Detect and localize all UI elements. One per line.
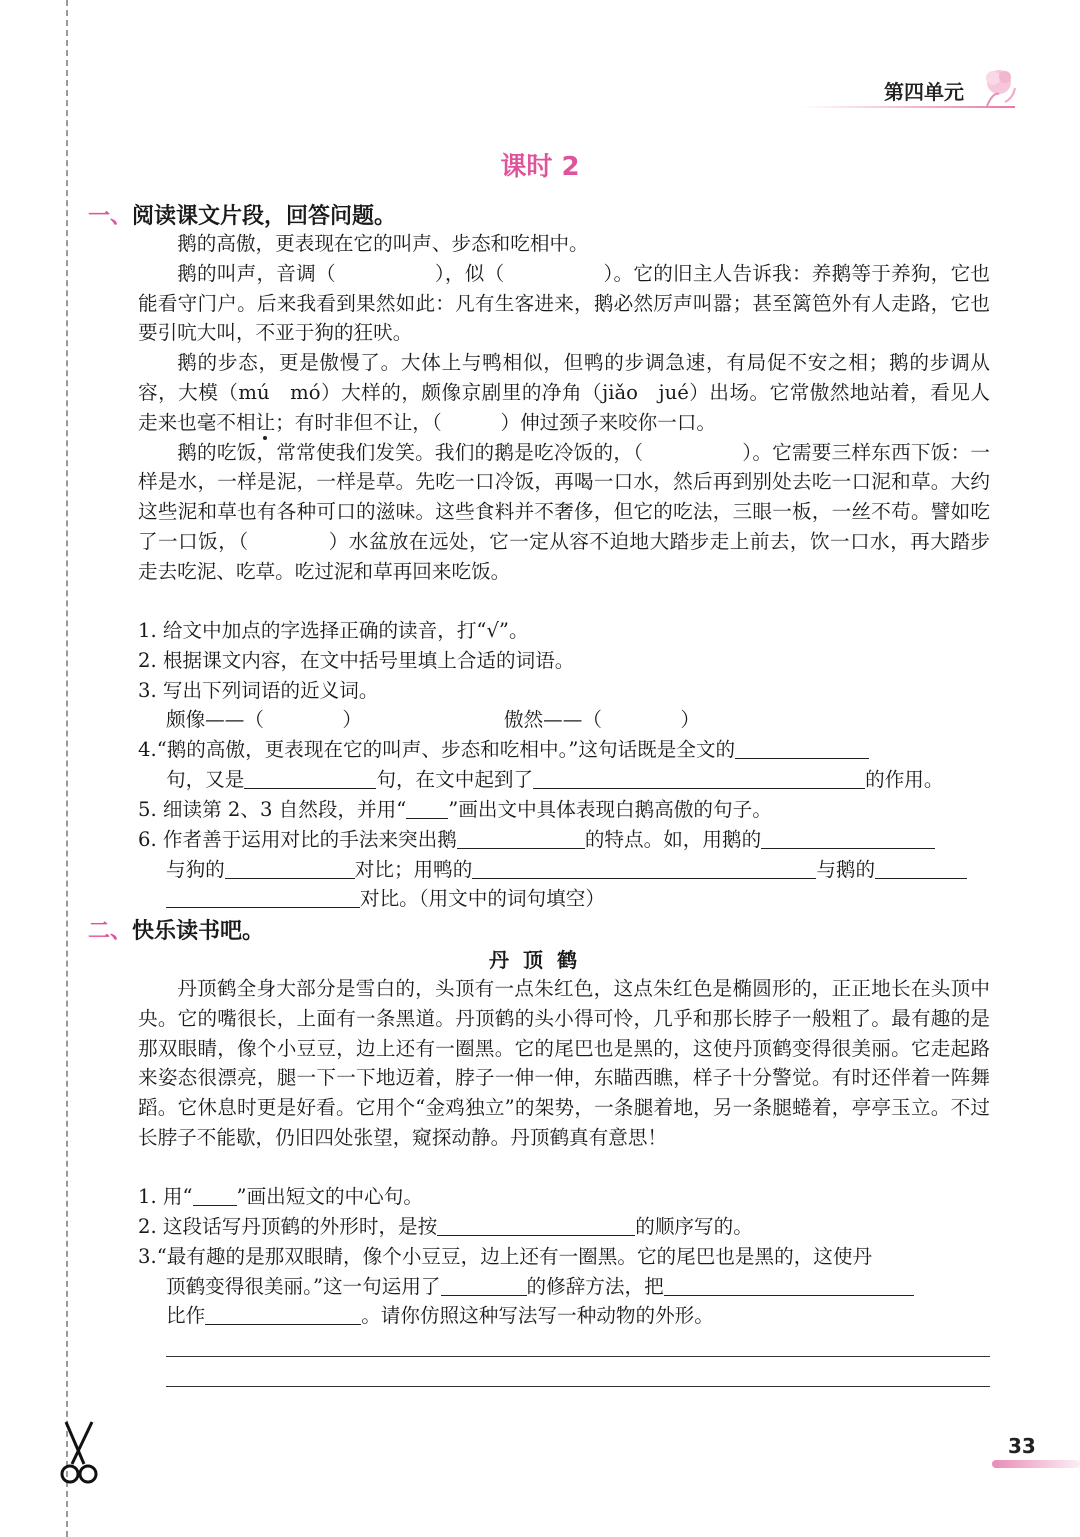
paragraph: 丹顶鹤全身大部分是雪白的，头顶有一点朱红色，这点朱红色是椭圆形的，正正地长在头顶中央。它的嘴很长，上面有一条黑道。丹顶鹤的头小得可怜，几乎和那长脖子一般粗了。最有趣的是那双眼睛，像个小豆豆，边上还有一圈黑。它的尾巴也是黑的，这使丹顶鹤变得很美丽。它走起路来姿态很漂亮，腿一下一下地迈着，脖子一伸一伸，东瞄西瞧，样子十分警觉。有时还伴着一阵舞蹈。它休息时更是好看。它用个“金鸡独立”的架势，一条腿着地，另一条腿蜷着，亭亭玉立。不过长脖子不能歇，仍旧四处张望，窥探动静。丹顶鹤真有意思！ <box>138 977 990 1149</box>
story-question-3: 3.“最有趣的是那双眼睛，像个小豆豆，边上还有一圈黑。它的尾巴也是黑的，这使丹 <box>138 1245 873 1268</box>
question-text: 与鹅的 <box>816 858 876 881</box>
question-text: 对比；用鸭的 <box>354 858 473 881</box>
answer-blank[interactable] <box>205 1302 361 1325</box>
section-number: 二、 <box>88 919 133 944</box>
answer-blank[interactable] <box>875 856 967 879</box>
writing-line[interactable] <box>166 1356 990 1357</box>
story-title: 丹顶鹤 <box>489 948 591 972</box>
section-title-text: 阅读课文片段，回答问题。 <box>132 204 397 229</box>
answer-blank[interactable] <box>761 826 935 849</box>
section-title-text: 快乐读书吧。 <box>132 919 265 944</box>
question-text: 2. 这段话写丹顶鹤的外形时，是按 <box>138 1215 438 1238</box>
question-4-cont <box>166 765 944 795</box>
answer-blank[interactable] <box>533 766 865 789</box>
question-2: 2. 根据课文内容，在文中括号里填上合适的词语。 <box>138 649 575 672</box>
question-text: 的顺序写的。 <box>635 1215 753 1238</box>
dotted-character: 让 <box>255 410 276 434</box>
question-text: ”画出文中具体表现白鹅高傲的句子。 <box>448 798 772 821</box>
story-question-2 <box>138 1212 753 1242</box>
story-question-3-end <box>166 1301 714 1331</box>
answer-blank[interactable] <box>437 1213 635 1236</box>
question-text: 的作用。 <box>865 768 944 791</box>
question-6-end <box>166 884 605 914</box>
answer-blank[interactable] <box>441 1273 527 1296</box>
question-text: 对比。（用文中的词句填空） <box>360 887 605 910</box>
answer-blank[interactable] <box>166 885 360 908</box>
paragraph: 鹅的高傲，更表现在它的叫声、步态和吃相中。 <box>177 232 589 255</box>
answer-blank[interactable] <box>225 856 355 879</box>
synonym-2: 傲然——（ ） <box>504 708 700 731</box>
question-text: 句，又是 <box>166 768 245 791</box>
underline-sample <box>406 796 448 819</box>
story-passage <box>138 974 990 1153</box>
paragraph-text: 鹅的步态，更是傲慢了。大体上与鸭相似，但鸭的步调急速，有局促不安之相；鹅的步调从容，大模（mú mó）大样的，颇像京剧里的净角（jiǎo jué）出场。它常傲然地站着，看见人走来也毫不相 <box>138 351 990 434</box>
question-text: 4.“鹅的高傲，更表现在它的叫声、步态和吃相中。”这句话既是全文的 <box>138 738 736 761</box>
question-6-cont <box>166 855 967 885</box>
question-text: 与狗的 <box>166 858 225 881</box>
synonym-1: 颇像——（ ） <box>166 708 362 731</box>
question-text: 句，在文中起到了 <box>376 768 534 791</box>
answer-blank[interactable] <box>472 856 816 879</box>
question-text: 比作 <box>166 1304 206 1327</box>
paragraph-text: ；有时非但不让，（ ）伸过颈子来咬你一口。 <box>275 410 717 434</box>
lesson-title: 课时 2 <box>500 152 580 182</box>
question-text: 6. 作者善于运用对比的手法来突出鹅 <box>138 828 457 851</box>
story-question-1 <box>138 1182 423 1212</box>
flower-icon <box>975 62 1023 110</box>
section-title-2 <box>88 914 264 945</box>
question-4 <box>138 735 869 765</box>
paragraph: 鹅的叫声，音调（ ），似（ ）。它的旧主人告诉我：养鹅等于养狗，它也能看守门户。后来我看到果然如此：凡有生客进来，鹅必然厉声叫嚣；甚至篱笆外有人走路，它也要引吭大叫，不亚于狗的狂吠。 <box>138 261 990 345</box>
paragraph: 鹅的吃饭，常常使我们发笑。我们的鹅是吃冷饭的，（ ）。它需要三样东西下饭：一样是水，一样是泥，一样是草。先吃一口冷饭，再喝一口水，然后再到别处去吃一口泥和草。大约这些泥和草也有各种可口的滋味。这些食料并不奢侈，但它的吃法，三眼一板，一丝不苟。譬如吃了一口饭，（ ）水盆放在远处，它一定从容不迫地大踏步走上前去，饮一口水，再大踏步走去吃泥、吃草。吃过泥和草再回来吃饭。 <box>138 440 990 583</box>
answer-blank[interactable] <box>244 766 376 789</box>
section-number: 一、 <box>88 204 133 229</box>
question-text: 。请你仿照这种写法写一种动物的外形。 <box>361 1304 714 1327</box>
question-3: 3. 写出下列词语的近义词。 <box>138 679 379 702</box>
unit-header: 第四单元 <box>884 80 964 104</box>
section-title-1 <box>88 199 396 230</box>
question-text: 5. 细读第 2、3 自然段，并用“ <box>138 798 407 821</box>
question-1: 1. 给文中加点的字选择正确的读音，打“√”。 <box>138 619 529 642</box>
question-text: 1. 用“ <box>138 1185 193 1208</box>
question-text: 顶鹤变得很美丽。”这一句运用了 <box>166 1275 441 1298</box>
reading-passage <box>138 229 990 587</box>
question-5 <box>138 795 772 825</box>
scissors-icon <box>58 1420 104 1490</box>
answer-blank[interactable] <box>735 736 869 759</box>
underline-sample <box>193 1183 237 1206</box>
writing-line[interactable] <box>166 1386 990 1387</box>
answer-blank[interactable] <box>664 1273 914 1296</box>
question-text: 的特点。如，用鹅的 <box>584 828 762 851</box>
cut-line <box>66 0 68 1537</box>
paragraph <box>138 348 990 437</box>
page-number-bar <box>992 1460 1080 1468</box>
page-number: 33 <box>1008 1434 1036 1458</box>
answer-blank[interactable] <box>457 826 585 849</box>
question-6 <box>138 825 935 855</box>
question-text: ”画出短文的中心句。 <box>236 1185 423 1208</box>
question-text: 的修辞方法，把 <box>526 1275 664 1298</box>
story-question-3-cont <box>166 1272 914 1302</box>
